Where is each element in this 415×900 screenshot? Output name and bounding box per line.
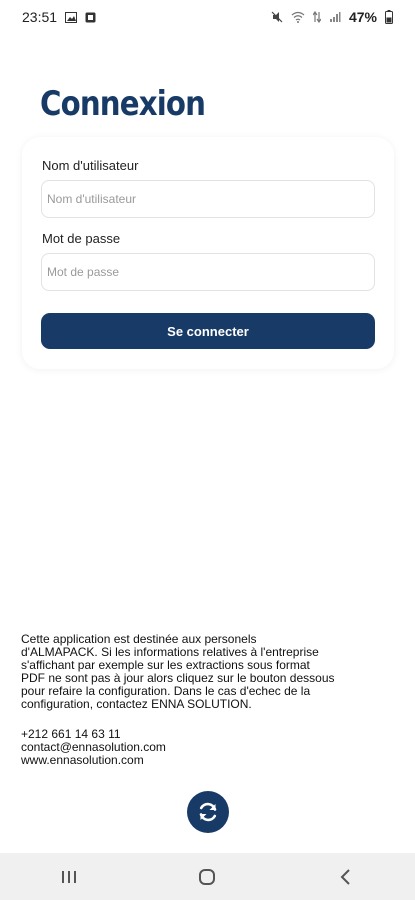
info-line: Cette application est destinée aux personels (21, 632, 257, 646)
back-button[interactable] (326, 857, 366, 897)
image-icon (65, 12, 77, 23)
info-line: d'ALMAPACK. Si les informations relatives à l'entreprise (21, 645, 319, 659)
status-bar-right (271, 9, 393, 25)
password-input[interactable] (41, 253, 375, 291)
info-line: s'affichant par exemple sur les extractions sous format (21, 658, 310, 672)
password-label: Mot de passe (42, 231, 121, 246)
phone-number: +212 661 14 63 11 (21, 727, 121, 741)
contact-info (21, 728, 166, 767)
navigation-bar (0, 853, 415, 900)
username-label: Nom d'utilisateur (42, 158, 139, 173)
username-input[interactable] (41, 180, 375, 218)
status-bar (0, 0, 415, 34)
battery-percent: 47% (348, 9, 377, 25)
refresh-button[interactable] (187, 791, 229, 833)
home-icon (198, 868, 216, 886)
recent-apps-button[interactable] (49, 857, 89, 897)
website-url: www.ennasolution.com (21, 753, 144, 767)
battery-icon (385, 10, 393, 24)
status-bar-left (22, 9, 96, 25)
wifi-icon (291, 11, 305, 23)
home-button[interactable] (187, 857, 227, 897)
login-button[interactable]: Se connecter (41, 313, 375, 349)
info-text (21, 633, 401, 711)
back-icon (339, 868, 353, 886)
info-line: PDF ne sont pas à jour alors cliquez sur le bouton dessous (21, 671, 335, 685)
status-time: 23:51 (22, 9, 58, 25)
email-address: contact@ennasolution.com (21, 740, 166, 754)
recent-apps-icon (60, 869, 78, 885)
page-title: Connexion (40, 84, 206, 124)
info-line: pour refaire la configuration. Dans le cas d'echec de la (21, 684, 311, 698)
signal-icon (329, 11, 341, 23)
notification-icon (85, 12, 96, 23)
data-icon (313, 11, 321, 23)
mute-icon (271, 11, 283, 23)
refresh-icon (196, 800, 220, 824)
info-line: configuration, contactez ENNA SOLUTION. (21, 697, 252, 711)
